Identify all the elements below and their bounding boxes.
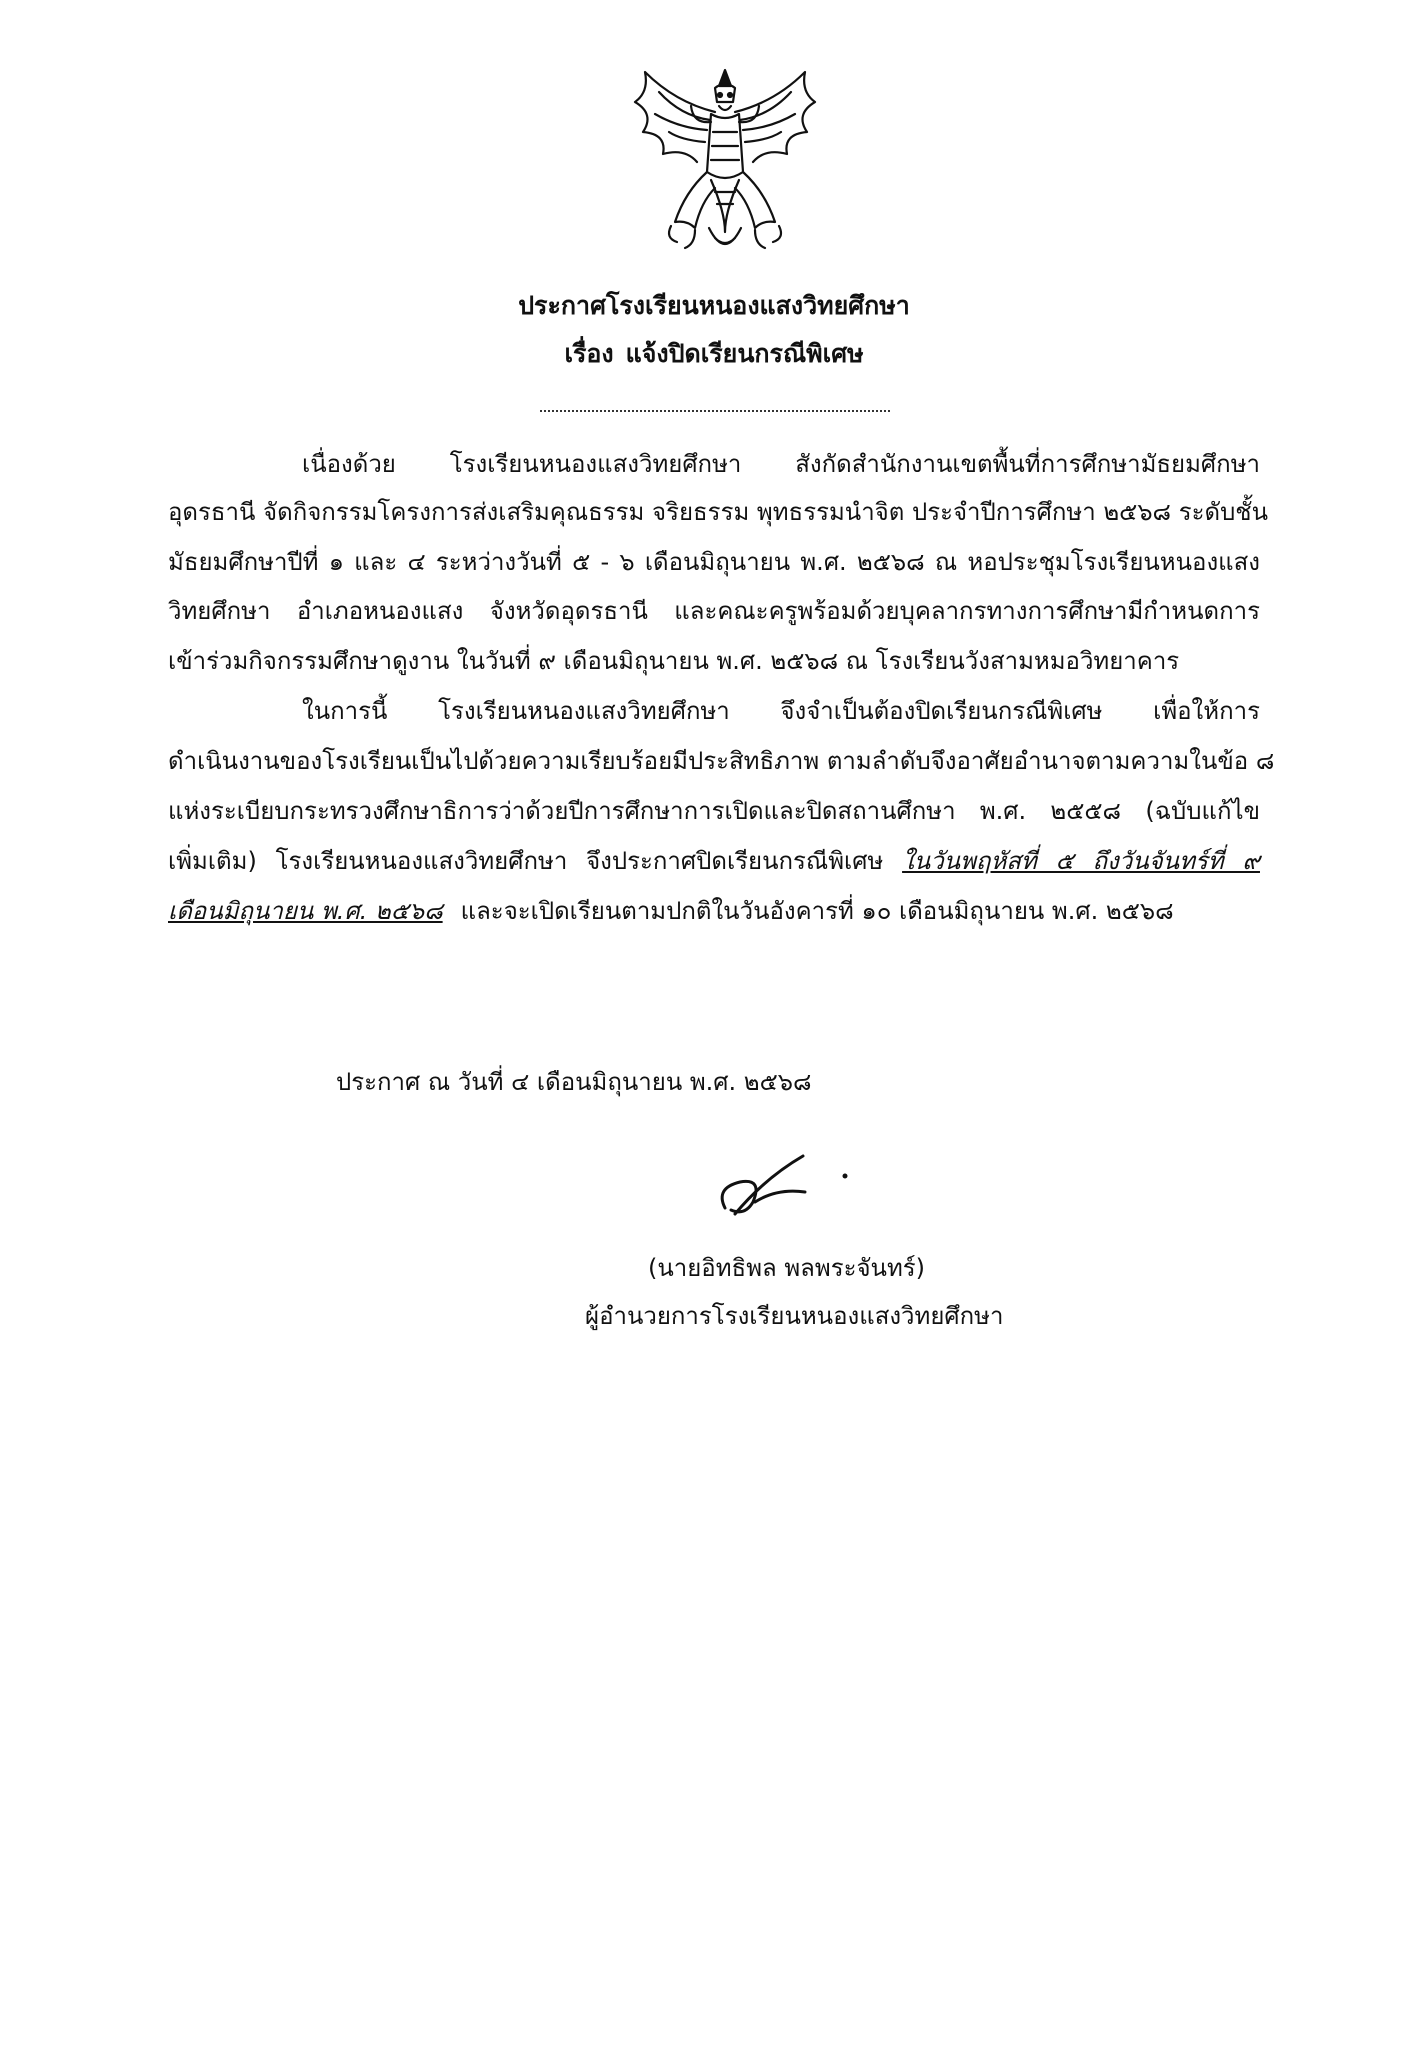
dotted-divider [540, 410, 890, 412]
reopen-text: และจะเปิดเรียนตามปกติในวันอังคารที่ ๑๐ เดือนมิถุนายน พ.ศ. ๒๕๖๘ [460, 897, 1174, 925]
paragraph-1-line-2: อุดรธานี จัดกิจกรรมโครงการส่งเสริมคุณธรรม จริยธรรม พุทธรรมนำจิต ประจำปีการศึกษา ๒๕๖๘ ระดับชั้น [168, 498, 1268, 526]
paragraph-2-line-1: ในการนี้ โรงเรียนหนองแสงวิทยศึกษา จึงจำเป็นต้องปิดเรียนกรณีพิเศษ เพื่อให้การ [302, 697, 1260, 725]
subject-prefix: เรื่อง [564, 339, 614, 368]
signatory-name: (นายอิทธิพล พลพระจันทร์) [648, 1254, 926, 1282]
subject-text: แจ้งปิดเรียนกรณีพิเศษ [625, 339, 864, 368]
closure-announcement-text: เพิ่มเติม) โรงเรียนหนองแสงวิทยศึกษา จึงประกาศปิดเรียนกรณีพิเศษ [168, 847, 884, 875]
paragraph-1-line-5: เข้าร่วมกิจกรรมศึกษาดูงาน ในวันที่ ๙ เดือนมิถุนายน พ.ศ. ๒๕๖๘ ณ โรงเรียนวังสามหมอวิทยาคาร [168, 647, 1180, 675]
paragraph-2-line-3: แห่งระเบียบกระทรวงศึกษาธิการว่าด้วยปีการศึกษาการเปิดและปิดสถานศึกษา พ.ศ. ๒๕๕๘ (ฉบับแก้ไข [168, 797, 1260, 825]
document-subject-line [0, 338, 1428, 370]
announcement-date: ประกาศ ณ วันที่ ๔ เดือนมิถุนายน พ.ศ. ๒๕๖๘ [336, 1068, 812, 1096]
paragraph-1-school: โรงเรียนหนองแสงวิทยศึกษา [449, 450, 742, 478]
paragraph-1-line-1 [302, 448, 1260, 480]
paragraph-1-office: สังกัดสำนักงานเขตพื้นที่การศึกษามัธยมศึกษา [795, 450, 1260, 478]
document-title: ประกาศโรงเรียนหนองแสงวิทยศึกษา [518, 291, 910, 320]
paragraph-2-line-2: ดำเนินงานของโรงเรียนเป็นไปด้วยความเรียบร้อยมีประสิทธิภาพ ตามลำดับจึงอาศัยอำนาจตามความในข้อ ๘ [168, 747, 1275, 775]
closure-month-emphasis: เดือนมิถุนายน พ.ศ. ๒๕๖๘ [168, 897, 443, 925]
paragraph-2-line-5 [168, 895, 1260, 927]
paragraph-1-opening: เนื่องด้วย [302, 450, 396, 478]
garuda-emblem-icon [615, 62, 835, 262]
paragraph-1-line-4: วิทยศึกษา อำเภอหนองแสง จังหวัดอุดรธานี และคณะครูพร้อมด้วยบุคลากรทางการศึกษามีกำหนดการ [168, 597, 1260, 625]
closure-dates-emphasis: ในวันพฤหัสที่ ๕ ถึงวันจันทร์ที่ ๙ [902, 847, 1260, 875]
paragraph-1-line-3: มัธยมศึกษาปีที่ ๑ และ ๔ ระหว่างวันที่ ๕ - ๖ เดือนมิถุนายน พ.ศ. ๒๕๖๘ ณ หอประชุมโรงเรียนหนองแสง [168, 548, 1260, 576]
signatory-position: ผู้อำนวยการโรงเรียนหนองแสงวิทยศึกษา [585, 1302, 1004, 1330]
paragraph-2-line-4 [168, 845, 1260, 877]
director-signature [705, 1148, 855, 1228]
